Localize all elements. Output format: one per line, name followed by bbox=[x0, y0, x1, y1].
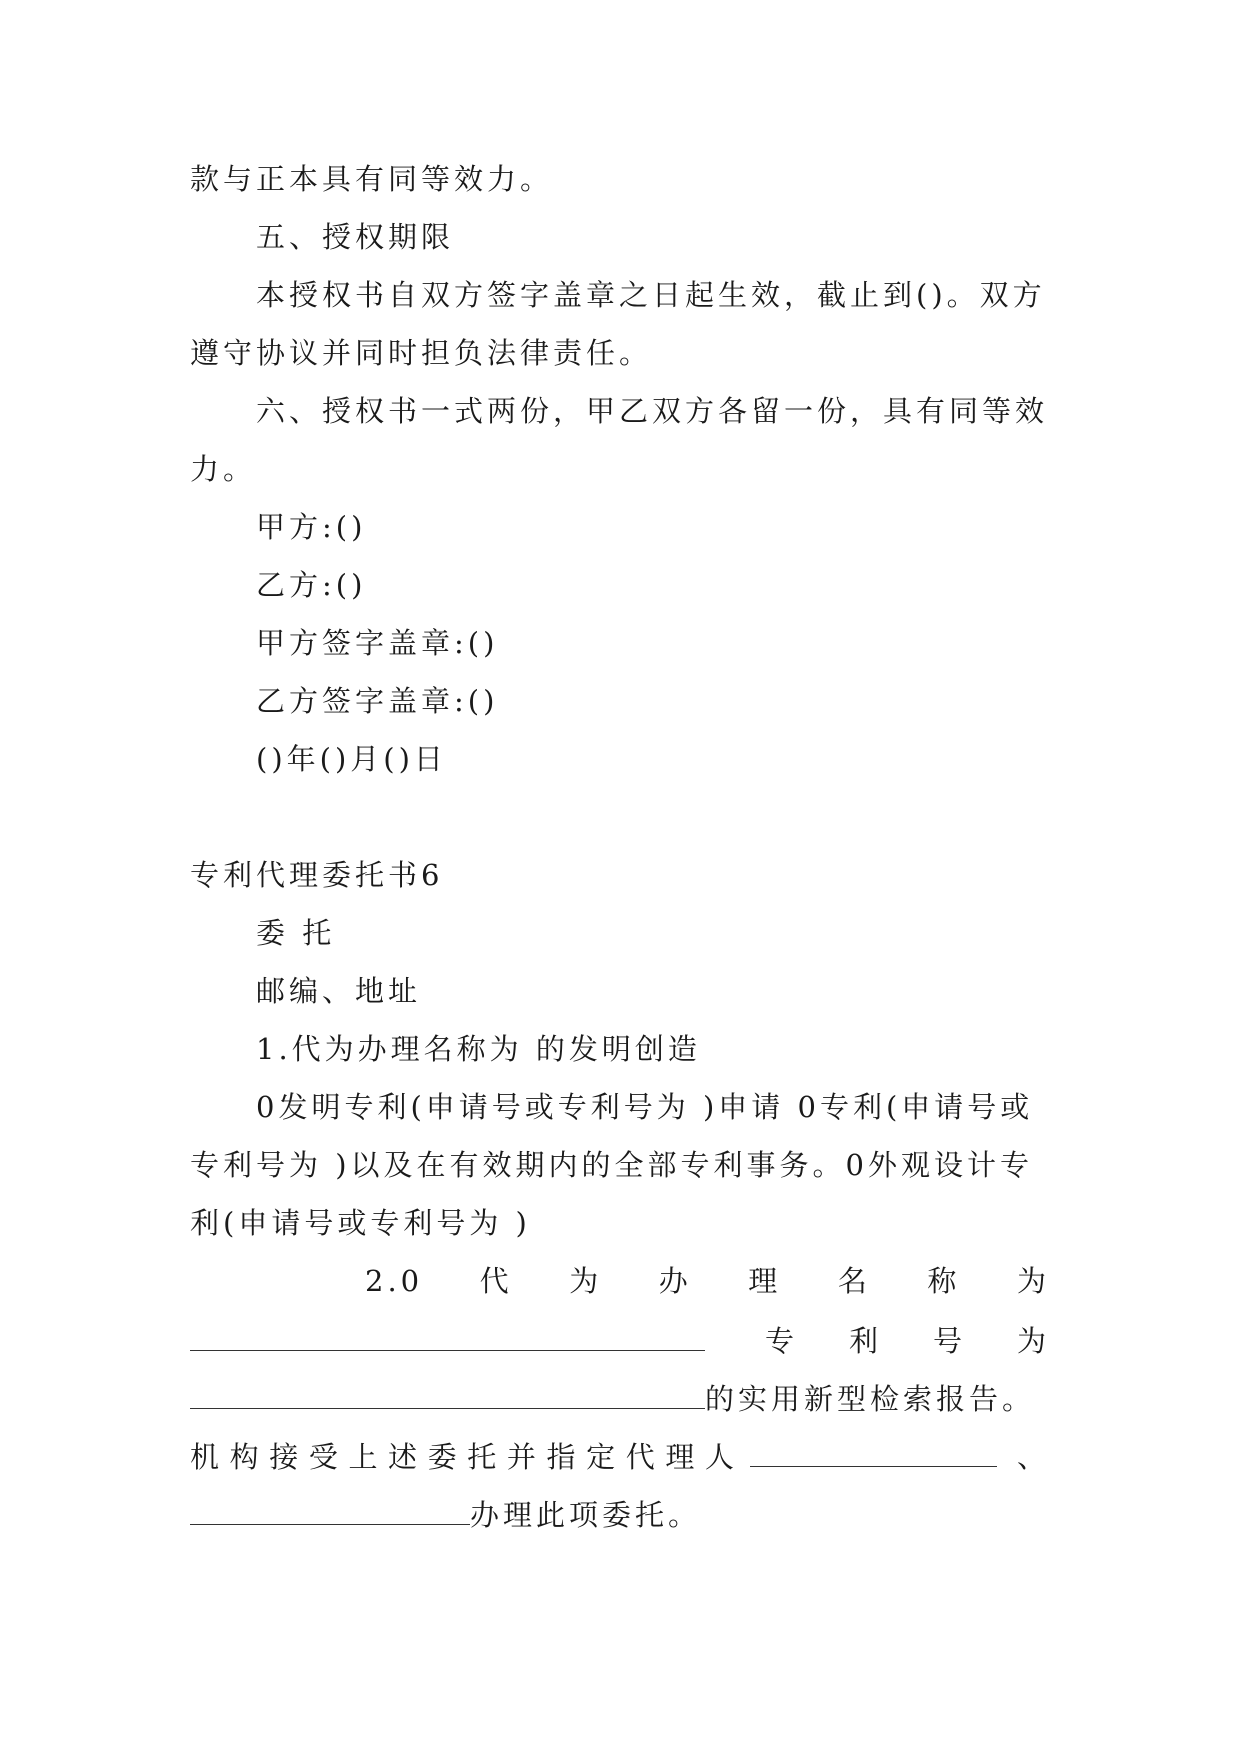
agent-blank-2 bbox=[190, 1484, 470, 1525]
party-a-field: 甲方:() bbox=[256, 510, 367, 544]
party-b-signature-field: 乙方签字盖章:() bbox=[256, 684, 499, 718]
spread-char: 为 bbox=[1016, 1324, 1050, 1358]
item2-line5 bbox=[190, 1484, 1050, 1542]
spread-char: 代 bbox=[479, 1264, 513, 1298]
agent-blank-1 bbox=[750, 1426, 997, 1467]
spread-char: 理 bbox=[748, 1264, 782, 1298]
item2-line3 bbox=[190, 1368, 1050, 1426]
spread-char: 并 bbox=[506, 1440, 540, 1474]
spread-char: 受 bbox=[308, 1440, 342, 1474]
spread-char: 办 bbox=[658, 1264, 692, 1298]
spread-char: 称 bbox=[927, 1264, 961, 1298]
spread-char: 人 bbox=[704, 1440, 738, 1474]
spread-char: 机 bbox=[190, 1440, 224, 1474]
spread-char: 委 bbox=[427, 1440, 461, 1474]
item2-line2-text bbox=[705, 1312, 1050, 1370]
text-line: 遵守协议并同时担负法律责任。 bbox=[190, 336, 653, 370]
name-blank bbox=[190, 1310, 705, 1351]
section-heading: 五、授权期限 bbox=[256, 220, 455, 254]
spread-char: 接 bbox=[269, 1440, 303, 1474]
item2-line1 bbox=[190, 1252, 1050, 1310]
item2-line2 bbox=[190, 1310, 1050, 1368]
document-title: 专利代理委托书6 bbox=[190, 858, 444, 892]
spread-char: 名 bbox=[837, 1264, 871, 1298]
date-field: ()年()月()日 bbox=[256, 742, 447, 776]
text-line: 1.代为办理名称为 的发明创造 bbox=[256, 1032, 701, 1066]
item2-line4 bbox=[190, 1426, 1050, 1484]
spread-char: 述 bbox=[388, 1440, 422, 1474]
spread-char: 理 bbox=[665, 1440, 699, 1474]
party-a-signature-field: 甲方签字盖章:() bbox=[256, 626, 499, 660]
spread-char: 号 bbox=[932, 1324, 966, 1358]
text-line: 六、授权书一式两份，甲乙双方各留一份，具有同等效 bbox=[256, 394, 1049, 428]
spread-char: 代 bbox=[625, 1440, 659, 1474]
text-line: 的实用新型检索报告。 bbox=[705, 1382, 1036, 1416]
text-line: 办理此项委托。 bbox=[470, 1498, 702, 1532]
spread-char: 定 bbox=[586, 1440, 620, 1474]
spread-char: 托 bbox=[467, 1440, 501, 1474]
text-line: 本授权书自双方签字盖章之日起生效，截止到()。双方 bbox=[256, 278, 1046, 312]
spread-char: 为 bbox=[569, 1264, 603, 1298]
spacer bbox=[190, 788, 1050, 846]
party-b-field: 乙方:() bbox=[256, 568, 367, 602]
text-line: 邮编、地址 bbox=[256, 974, 422, 1008]
spread-char: 指 bbox=[546, 1440, 580, 1474]
text-line: 专利号为 )以及在有效期内的全部专利事务。0外观设计专 bbox=[190, 1148, 1033, 1182]
spread-char: 利 bbox=[848, 1324, 882, 1358]
item2-number: 2.0 bbox=[365, 1264, 424, 1298]
agency-text bbox=[190, 1428, 738, 1486]
text-line: 利(申请号或专利号为 ) bbox=[190, 1206, 531, 1240]
text-line: 款与正本具有同等效力。 bbox=[190, 162, 554, 196]
spread-char: 为 bbox=[1016, 1264, 1050, 1298]
text-line: 0发明专利(申请号或专利号为 )申请 0专利(申请号或 bbox=[256, 1090, 1034, 1124]
separator: 、 bbox=[1016, 1440, 1050, 1474]
text-line: 委 托 bbox=[256, 916, 336, 950]
spread-char: 构 bbox=[229, 1440, 263, 1474]
spread-char: 上 bbox=[348, 1440, 382, 1474]
spread-char: 专 bbox=[765, 1324, 799, 1358]
text-line: 力。 bbox=[190, 452, 257, 486]
document-page bbox=[190, 150, 1050, 1542]
patent-number-blank bbox=[190, 1368, 705, 1409]
